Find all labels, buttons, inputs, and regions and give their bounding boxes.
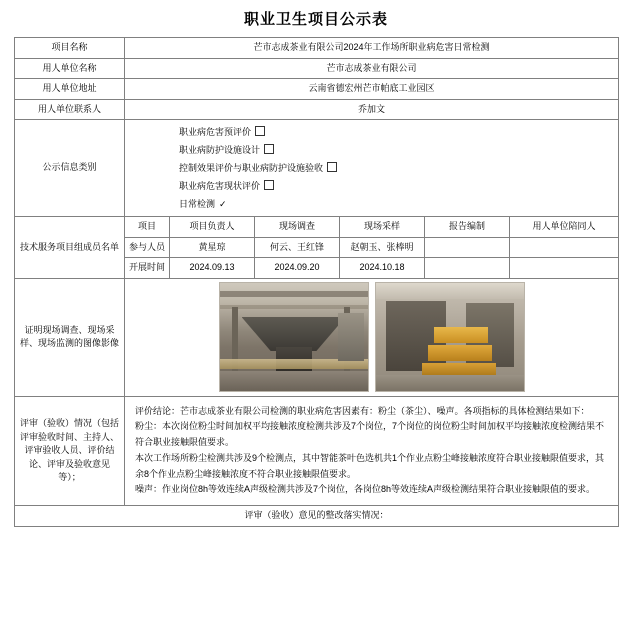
contact-value: 乔加文: [125, 99, 619, 120]
time-value-2: 2024.10.18: [340, 258, 425, 279]
time-value-empty-1: [425, 258, 510, 279]
staff-header-2: 现场调查: [255, 217, 340, 238]
category-item-3-label: 职业病危害现状评价: [179, 181, 261, 191]
table-row-review: [15, 396, 619, 506]
table-row-category: [15, 120, 619, 217]
photo-site-survey-1: [219, 282, 369, 392]
employer-label: 用人单位名称: [15, 58, 125, 79]
image-cell: [125, 278, 619, 396]
category-item-1[interactable]: [179, 141, 614, 159]
time-value-empty-2: [510, 258, 619, 279]
table-row-rectify: [15, 506, 619, 527]
project-name-value: 芒市志成茶业有限公司2024年工作场所职业病危害日常检测: [125, 38, 619, 59]
category-label: 公示信息类别: [15, 120, 125, 217]
staff-label: 技术服务项目组成员名单: [15, 217, 125, 279]
category-item-4-label: 日常检测: [179, 199, 216, 209]
table-row-project-name: [15, 38, 619, 59]
category-item-0[interactable]: [179, 123, 614, 141]
staff-sampling-value: 赵朝玉、张棒明: [340, 237, 425, 258]
staff-report-value: [425, 237, 510, 258]
checkbox-icon[interactable]: [327, 162, 337, 172]
review-text: [129, 400, 614, 503]
category-item-3[interactable]: [179, 177, 614, 195]
contact-label: 用人单位联系人: [15, 99, 125, 120]
time-value-1: 2024.09.20: [255, 258, 340, 279]
review-paragraph-3: 噪声：作业岗位8h等效连续A声级检测共涉及7个岗位，各岗位8h等效连续A声级检测结果符合职业接触限值的要求。: [135, 484, 596, 495]
photo-site-survey-2: [375, 282, 525, 392]
staff-accompany-value: [510, 237, 619, 258]
staff-header-4: 报告编制: [425, 217, 510, 238]
staff-header-3: 现场采样: [340, 217, 425, 238]
address-label: 用人单位地址: [15, 79, 125, 100]
category-cell: [125, 120, 619, 217]
review-paragraph-2: 本次工作场所粉尘检测共涉及9个检测点，其中智能茶叶色选机共1个作业点粉尘峰接触浓度符合职业接触限值要求，其余8个作业点粉尘峰接触浓度不符合职业接触限值要求。: [135, 452, 605, 479]
staff-survey-value: 何云、王红锋: [255, 237, 340, 258]
staff-header-1: 项目负责人: [170, 217, 255, 238]
category-item-0-label: 职业病危害预评价: [179, 127, 252, 137]
table-row-employer: [15, 58, 619, 79]
category-item-2[interactable]: [179, 159, 614, 177]
table-row-contact: [15, 99, 619, 120]
staff-header-0: 项目: [125, 217, 170, 238]
review-paragraph-0: 评价结论：芒市志成茶业有限公司检测的职业病危害因素有：粉尘（茶尘）、噪声。各项指标的具体检测结果如下：: [135, 405, 590, 416]
category-item-2-label: 控制效果评价与职业病防护设施验收: [179, 163, 324, 173]
checkbox-icon[interactable]: [255, 126, 265, 136]
image-label: 证明现场调查、现场采样、现场监测的图像影像: [15, 278, 125, 396]
staff-leader-value: 黄星琼: [170, 237, 255, 258]
category-item-4[interactable]: [179, 195, 614, 213]
rectify-label: 评审（验收）意见的整改落实情况：: [15, 506, 619, 527]
category-list: [129, 123, 614, 213]
photo-group: [129, 282, 614, 392]
staff-row-label: 参与人员: [125, 237, 170, 258]
category-item-1-label: 职业病防护设施设计: [179, 145, 261, 155]
review-paragraph-1: 粉尘：本次岗位粉尘时间加权平均接触浓度检测共涉及7个岗位，7个岗位的岗位粉尘时间加权平均接触浓度检测结果不符合职业接触限值要求。: [135, 421, 605, 447]
table-row-staff-header: [15, 217, 619, 238]
project-name-label: 项目名称: [15, 38, 125, 59]
employer-value: 芒市志成茶业有限公司: [125, 58, 619, 79]
page-title: 职业卫生项目公示表: [243, 12, 388, 28]
disclosure-table: [14, 37, 619, 527]
table-row-address: [15, 79, 619, 100]
staff-header-5: 用人单位陪同人: [510, 217, 619, 238]
review-label: 评审（验收）情况（包括评审验收时间、主持人、评审验收人员、评价结论、评审及验收意见等）；: [15, 396, 125, 506]
checkbox-icon[interactable]: [264, 180, 274, 190]
table-row-images: [15, 278, 619, 396]
address-value: 云南省德宏州芒市帕底工业园区: [125, 79, 619, 100]
review-cell: [125, 396, 619, 506]
checkbox-icon[interactable]: [264, 144, 274, 154]
checkmark-icon[interactable]: ✓: [219, 199, 227, 209]
time-label: 开展时间: [125, 258, 170, 279]
time-value-0: 2024.09.13: [170, 258, 255, 279]
